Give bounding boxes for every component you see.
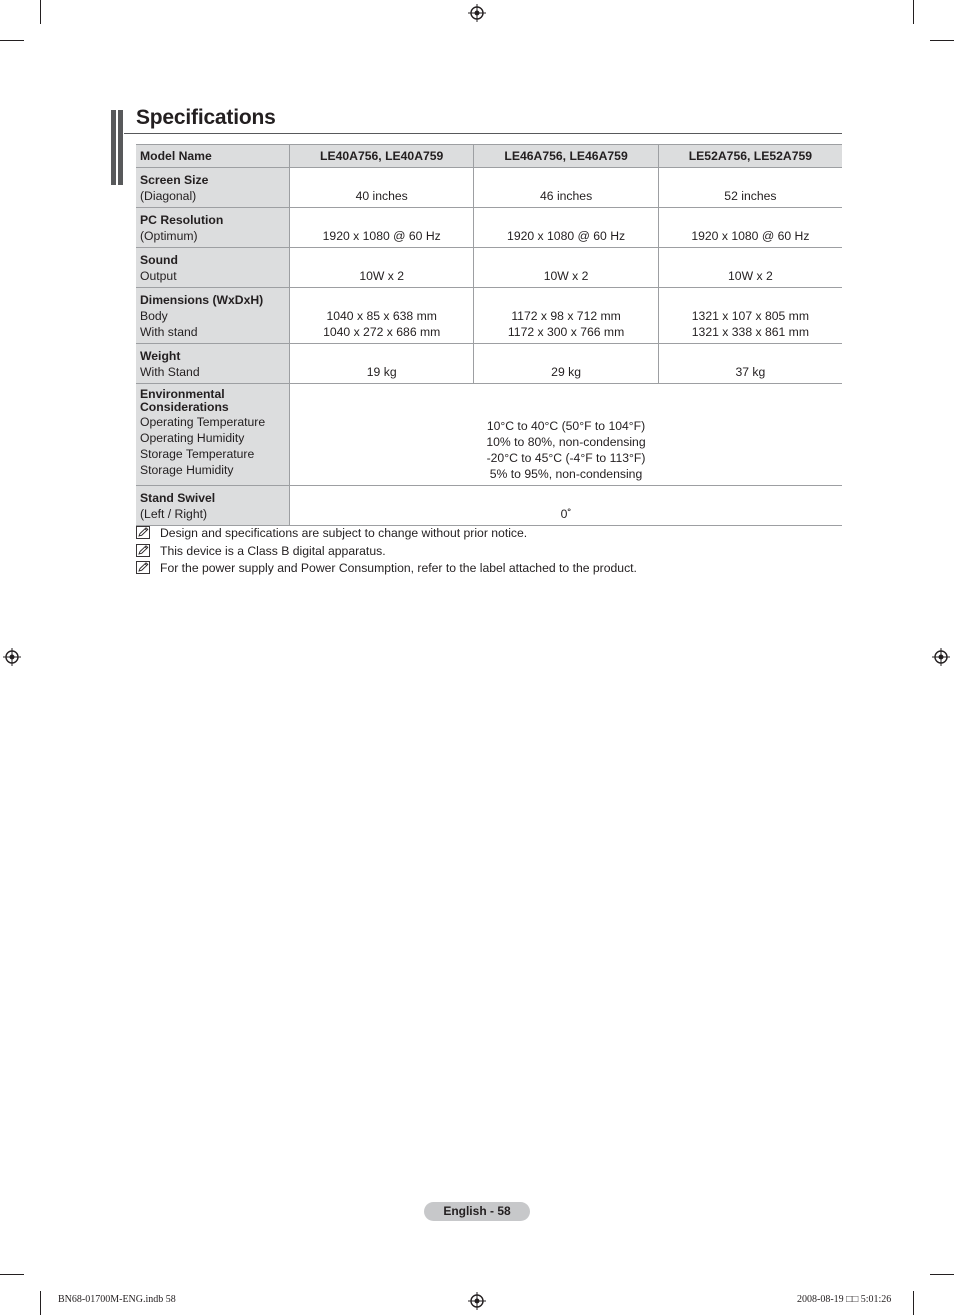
table-cell: 37 kg xyxy=(658,344,842,384)
table-cell: 10W x 2 xyxy=(658,248,842,288)
crop-mark xyxy=(930,40,954,41)
row-label-sub: (Left / Right) xyxy=(140,507,208,521)
row-label-sub: Operating Temperature xyxy=(140,415,266,429)
table-cell: 1920 x 1080 @ 60 Hz xyxy=(474,208,658,248)
note-text: This device is a Class B digital apparatus. xyxy=(160,543,386,558)
row-label xyxy=(136,384,290,486)
table-cell: 10W x 2 xyxy=(474,248,658,288)
table-row-weight xyxy=(136,344,842,384)
table-cell xyxy=(290,384,843,486)
note-pencil-icon xyxy=(136,544,150,557)
cell-line: 1172 x 98 x 712 mm xyxy=(511,309,621,323)
crop-mark xyxy=(40,0,41,24)
notes-list xyxy=(136,525,637,578)
note-pencil-icon xyxy=(136,526,150,539)
registration-mark-icon xyxy=(932,648,950,666)
cell-line: 5% to 95%, non-condensing xyxy=(489,467,643,481)
crop-mark xyxy=(913,1291,914,1315)
row-label-title: Sound xyxy=(140,253,178,267)
row-label xyxy=(136,168,290,208)
cell-line: 10°C to 40°C (50°F to 104°F) xyxy=(486,419,646,433)
title-divider xyxy=(124,133,842,134)
registration-mark-icon xyxy=(3,648,21,666)
crop-mark xyxy=(0,40,24,41)
specifications-table xyxy=(136,144,842,526)
table-cell: 1920 x 1080 @ 60 Hz xyxy=(290,208,474,248)
table-header-row xyxy=(136,145,842,168)
table-row-environment xyxy=(136,384,842,486)
row-label-title: PC Resolution xyxy=(140,213,224,227)
table-cell xyxy=(658,288,842,344)
row-label xyxy=(136,208,290,248)
table-cell: 1920 x 1080 @ 60 Hz xyxy=(658,208,842,248)
row-label-sub: (Diagonal) xyxy=(140,189,197,203)
print-slug-file: BN68-01700M-ENG.indb 58 xyxy=(58,1294,176,1305)
crop-mark xyxy=(913,0,914,24)
table-cell: 19 kg xyxy=(290,344,474,384)
table-cell: 29 kg xyxy=(474,344,658,384)
row-label-sub: With stand xyxy=(140,325,198,339)
print-slug-date: 2008-08-19 □□ 5:01:26 xyxy=(797,1294,892,1305)
crop-mark xyxy=(0,1274,24,1275)
table-row-screen-size xyxy=(136,168,842,208)
row-label-title: Screen Size xyxy=(140,173,209,187)
table-cell xyxy=(290,288,474,344)
row-label xyxy=(136,288,290,344)
row-label-title: Weight xyxy=(140,349,181,363)
table-row-pc-resolution xyxy=(136,208,842,248)
row-label-sub: Output xyxy=(140,269,177,283)
note-pencil-icon xyxy=(136,561,150,574)
header-model-name: Model Name xyxy=(136,145,290,168)
table-cell: 10W x 2 xyxy=(290,248,474,288)
table-row-stand-swivel xyxy=(136,486,842,526)
crop-mark xyxy=(930,1274,954,1275)
note-text: Design and specifications are subject to change without prior notice. xyxy=(160,526,528,540)
cell-line: 1040 x 272 x 686 mm xyxy=(323,325,441,339)
table-cell: 40 inches xyxy=(290,168,474,208)
page-number-label: English - 58 xyxy=(424,1202,530,1221)
table-row-sound xyxy=(136,248,842,288)
table-cell: 52 inches xyxy=(658,168,842,208)
row-label xyxy=(136,248,290,288)
cell-line: 1321 x 107 x 805 mm xyxy=(691,309,809,323)
table-cell: 0˚ xyxy=(290,486,843,526)
cell-line: 1040 x 85 x 638 mm xyxy=(326,309,437,323)
crop-mark xyxy=(40,1291,41,1315)
row-label xyxy=(136,486,290,526)
registration-mark-icon xyxy=(468,4,486,22)
row-label-title: Dimensions (WxDxH) xyxy=(140,293,264,307)
row-label-title: Stand Swivel xyxy=(140,491,216,505)
row-label-sub: With Stand xyxy=(140,365,200,379)
row-label-sub: Body xyxy=(140,309,168,323)
note-text: For the power supply and Power Consumption, refer to the label attached to the product. xyxy=(160,561,637,575)
row-label-sub: (Optimum) xyxy=(140,229,198,243)
table-row-dimensions xyxy=(136,288,842,344)
cell-line: 1321 x 338 x 861 mm xyxy=(691,325,809,339)
registration-mark-icon xyxy=(468,1292,486,1310)
table-cell xyxy=(474,288,658,344)
list-item xyxy=(136,560,637,578)
list-item xyxy=(136,543,637,561)
row-label-title: Considerations xyxy=(140,400,229,414)
row-label-sub: Storage Temperature xyxy=(140,447,255,461)
header-model-52: LE52A756, LE52A759 xyxy=(658,145,842,168)
list-item xyxy=(136,525,637,543)
table-cell: 46 inches xyxy=(474,168,658,208)
header-model-40: LE40A756, LE40A759 xyxy=(290,145,474,168)
cell-line: 1172 x 300 x 766 mm xyxy=(507,325,625,339)
row-label-title: Environmental xyxy=(140,387,225,401)
header-model-46: LE46A756, LE46A759 xyxy=(474,145,658,168)
cell-line: 10% to 80%, non-condensing xyxy=(486,435,646,449)
row-label xyxy=(136,344,290,384)
row-label-sub: Operating Humidity xyxy=(140,431,245,445)
cell-line: -20°C to 45°C (-4°F to 113°F) xyxy=(486,451,646,465)
page-title: Specifications xyxy=(136,106,276,129)
row-label-sub: Storage Humidity xyxy=(140,463,234,477)
